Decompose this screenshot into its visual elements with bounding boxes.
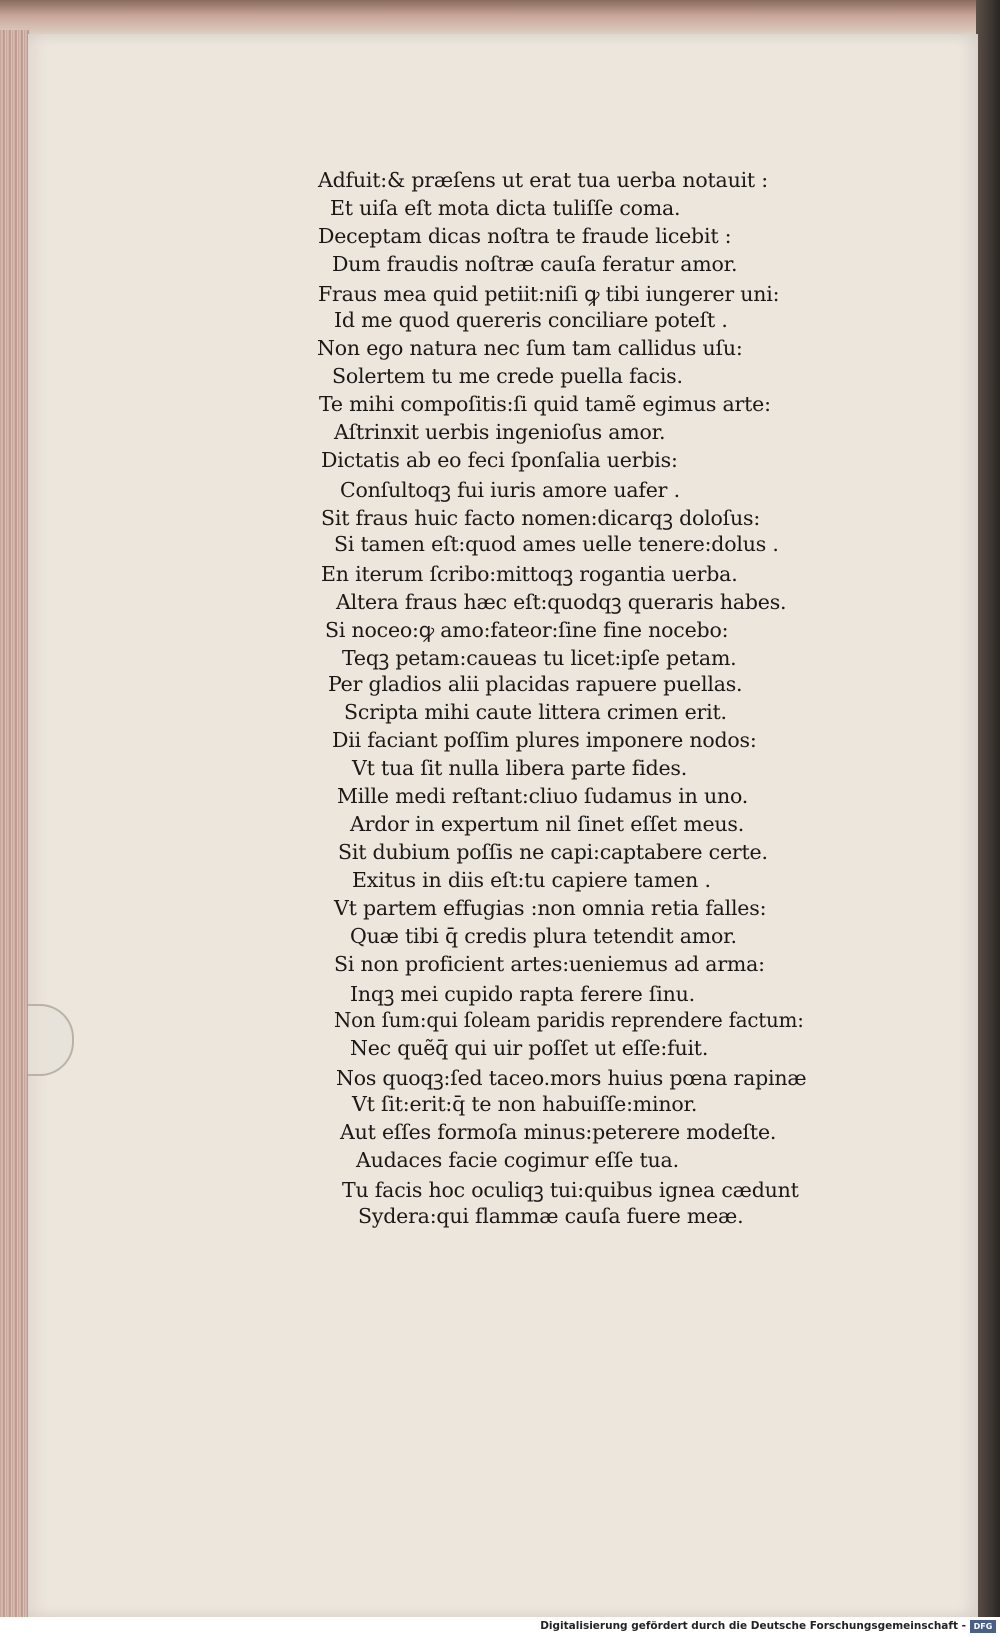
funding-credit: Digitalisierung gefördert durch die Deutsche Forschungsgemeinschaft - bbox=[540, 1620, 966, 1632]
book-page-edges bbox=[0, 30, 30, 1620]
poem-line: Quæ tibi q̄ credis plura tetendit amor. bbox=[350, 924, 737, 948]
poem-line: Si noceo:ꝙ amo:fateor:ſine fine nocebo: bbox=[325, 618, 729, 642]
poem-line: Exitus in diis eſt:tu capiere tamen . bbox=[352, 868, 711, 892]
poem-line: Solertem tu me crede puella facis. bbox=[332, 364, 683, 388]
poem-line: Altera fraus hæc eſt:quodqꝫ queraris habes. bbox=[336, 590, 787, 614]
poem-line: Vt tua ſit nulla libera parte fides. bbox=[352, 756, 688, 780]
poem-line: En iterum ſcribo:mittoqꝫ rogantia uerba. bbox=[321, 562, 738, 586]
poem-line: Scripta mihi caute littera crimen erit. bbox=[344, 700, 727, 724]
book-page bbox=[28, 34, 978, 1618]
poem-line: Deceptam dicas noſtra te fraude licebit : bbox=[318, 224, 732, 248]
poem-line: Audaces facie cogimur eſſe tua. bbox=[356, 1148, 679, 1172]
poem-line: Si tamen eſt:quod ames uelle tenere:dolus . bbox=[334, 532, 779, 556]
poem-line: Inqꝫ mei cupido rapta ferere ſinu. bbox=[350, 982, 695, 1006]
poem-line: Si non proficient artes:ueniemus ad arma: bbox=[334, 952, 765, 976]
poem-line: Sit fraus huic facto nomen:dicarqꝫ doloſus: bbox=[321, 506, 761, 530]
poem-line: Per gladios alii placidas rapuere puellas. bbox=[328, 672, 743, 696]
poem-line: Adfuit:& præſens ut erat tua uerba notauit : bbox=[318, 168, 768, 192]
poem-line: Dictatis ab eo feci ſponſalia uerbis: bbox=[321, 448, 678, 472]
poem-line: Aſtrinxit uerbis ingenioſus amor. bbox=[334, 420, 666, 444]
poem-line: Conſultoqꝫ fui iuris amore uafer . bbox=[340, 478, 680, 502]
poem-line: Non ſum:qui ſoleam paridis reprendere factum: bbox=[334, 1008, 804, 1032]
poem-line: Fraus mea quid petiit:niſi ꝙ tibi iungerer uni: bbox=[318, 282, 780, 306]
poem-line: Sydera:qui flammæ cauſa fuere meæ. bbox=[358, 1204, 744, 1228]
poem-line: Nec quẽq̄ qui uir poſſet ut eſſe:fuit. bbox=[350, 1036, 709, 1060]
poem-line: Teqꝫ petam:caueas tu licet:ipſe petam. bbox=[342, 646, 737, 670]
poem-text bbox=[28, 34, 978, 1618]
poem-line: Sit dubium poſſis ne capi:captabere certe. bbox=[338, 840, 768, 864]
poem-line: Id me quod quereris conciliare poteſt . bbox=[334, 308, 728, 332]
poem-line: Te mihi compoſitis:ſi quid tamẽ egimus arte: bbox=[319, 392, 771, 416]
dfg-logo: DFG bbox=[970, 1620, 996, 1633]
digitization-footer bbox=[0, 1617, 1000, 1637]
poem-line: Tu facis hoc oculiqꝫ tui:quibus ignea cædunt bbox=[342, 1178, 799, 1202]
poem-line: Et uiſa eſt mota dicta tuliſſe coma. bbox=[330, 196, 681, 220]
poem-line: Nos quoqꝫ:ſed taceo.mors huius pœna rapinæ bbox=[336, 1066, 807, 1090]
poem-line: Dum fraudis noſtræ cauſa feratur amor. bbox=[332, 252, 738, 276]
poem-line: Ardor in expertum nil ſinet eſſet meus. bbox=[350, 812, 745, 836]
poem-line: Mille medi reſtant:cliuo ſudamus in uno. bbox=[337, 784, 749, 808]
poem-line: Vt partem effugias :non omnia retia falles: bbox=[334, 896, 767, 920]
poem-line: Non ego natura nec ſum tam callidus uſu: bbox=[317, 336, 743, 360]
poem-line: Dii faciant poſſim plures imponere nodos: bbox=[332, 728, 757, 752]
poem-line: Aut eſſes formoſa minus:peterere modeſte. bbox=[340, 1120, 777, 1144]
poem-line: Vt ſit:erit:q̄ te non habuiſſe:minor. bbox=[352, 1092, 698, 1116]
